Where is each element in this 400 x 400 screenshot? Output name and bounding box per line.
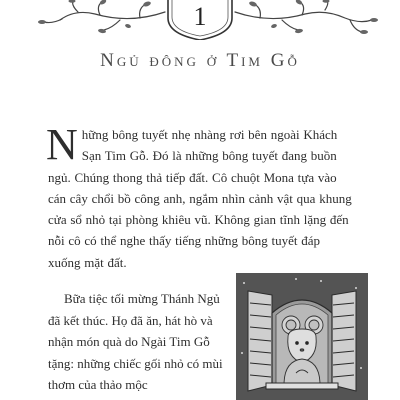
chapter-title: Ngủ đông ở Tim Gỗ: [100, 50, 300, 71]
right-shutter: [332, 291, 356, 391]
paragraph-1-text: hững bông tuyết nhẹ nhàng rơi bên ngoài Khách Sạn Tim Gỗ. Đó là những bông tuyết đang buồn ngủ. Chúng thong thả tiếp đất. Cô chuột Mona tựa vào cán cây chổi bồ công anh, ngắm nhìn cảnh vật qua khung cửa sổ nhỏ tại phòng khiêu vũ. Không gian tĩnh lặng đến nỗi cô có thể nghe thấy tiếng những bông tuyết đáp xuống mặt đất.: [48, 127, 352, 270]
paragraph-1: [46, 120, 352, 273]
left-shutter: [248, 291, 272, 391]
dropcap: N: [46, 120, 78, 169]
mouse-window-illustration: [236, 273, 368, 400]
paragraph-2: Bữa tiệc tối mừng Thánh Ngủ đã kết thúc. Họ đã ăn, hát hò và nhận món quà do Ngài Tim Gỗ tặng: những chiếc gối nhỏ có mùi thơm của thảo mộc: [48, 291, 223, 392]
chapter-number: 1: [193, 2, 207, 31]
window-sill: [266, 383, 338, 389]
